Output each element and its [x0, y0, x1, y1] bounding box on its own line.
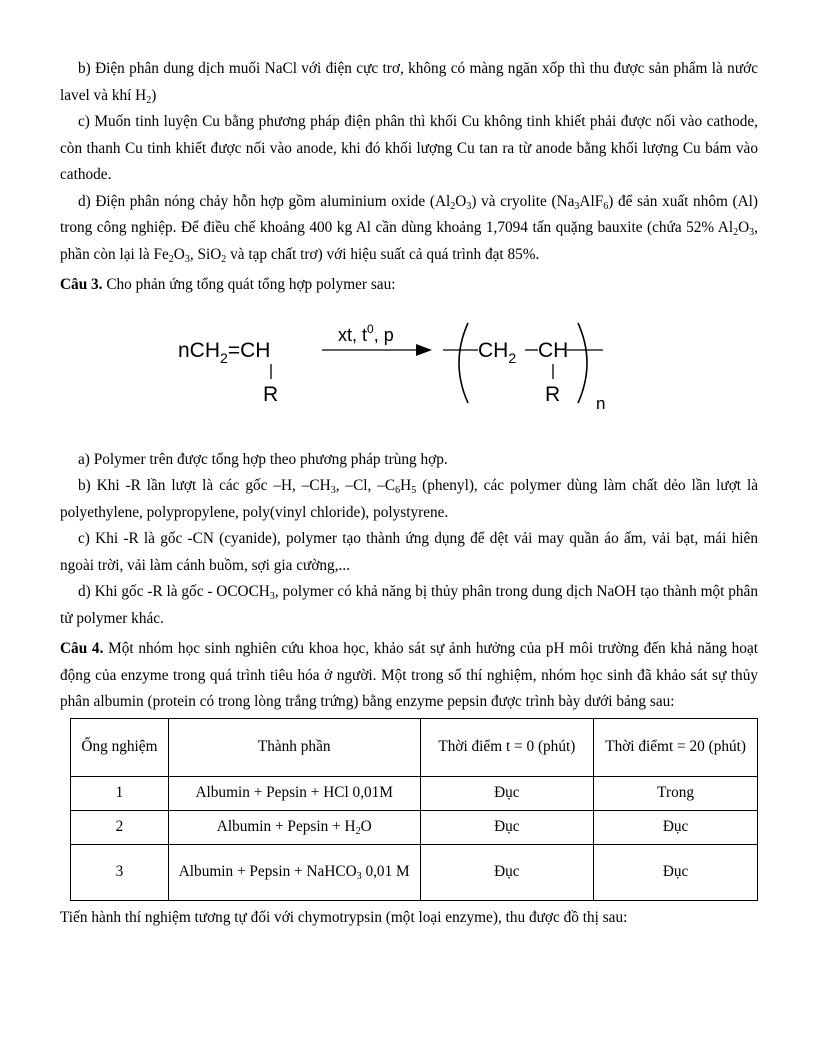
q3-statement-c: c) Khi -R là gốc -CN (cyanide), polymer tạo thành ứng dụng để dệt vải may quần áo ấm, vải bạt, mái hiên ngoài trời, vải làm cánh buồm, sợi gia cường,...: [60, 530, 758, 574]
cell-tube: 2: [71, 810, 169, 844]
reactant-formula: nCH$_2$=CH: [178, 338, 271, 366]
product-ch: CH: [538, 338, 569, 362]
cell-t0: Đục: [420, 810, 594, 844]
cell-t20: Đục: [594, 844, 758, 900]
q3-statement-d: d) Khi gốc -R là gốc - $OCOCH_3$, polymer có khả năng bị thủy phân trong dung dịch NaOH tạo thành một phân tử polymer khác.: [60, 583, 758, 627]
product-ch2: $CH_2$: [478, 338, 517, 366]
right-parenthesis: [578, 323, 587, 403]
q2-statement-b: b) Điện phân dung dịch muối NaCl với điện cực trơ, không có màng ngăn xốp thì thu được sản phẩm là nước lavel và khí $H_2$): [60, 60, 758, 106]
product-r-group: R: [545, 382, 561, 406]
q4-label: Câu 4.: [60, 640, 104, 657]
cell-composition: Albumin + Pepsin + NaHCO$_3$ 0,01 M: [168, 844, 420, 900]
table-row: [71, 844, 758, 900]
cell-composition: Albumin + Pepsin + HCl 0,01M: [168, 776, 420, 810]
header-composition: Thành phần: [168, 718, 420, 776]
experiment-table: [70, 718, 758, 901]
cell-t0: Đục: [420, 776, 594, 810]
polymerization-scheme: [60, 305, 758, 439]
cell-tube: 1: [71, 776, 169, 810]
reactant-r-group: R: [263, 382, 279, 406]
q4-after-table: Tiến hành thí nghiệm tương tự đối với chymotrypsin (một loại enzyme), thu được đồ thị sau:: [60, 908, 628, 926]
q2-statement-d: d) Điện phân nóng chảy hỗn hợp gồm aluminium oxide $(Al_2O_3)$ và cryolite $(Na_3AlF_6)$ để sản xuất nhôm (Al) trong công nghiệp. Để điều chế khoảng 400 kg Al cần dùng khoảng 1,7094 tấn quặng bauxite (chứa 52% $Al_2O_3$, phần còn lại là $Fe_2O_3$, SiO$_2$ và tạp chất trơ) với hiệu suất cả quá trình đạt 85%.: [60, 192, 759, 265]
q3-stem: Câu 3. Cho phản ứng tổng quát tổng hợp polymer sau:: [60, 276, 396, 293]
document-page: [60, 56, 758, 931]
q4-stem: Câu 4. Một nhóm học sinh nghiên cứu khoa học, khảo sát sự ảnh hưởng của pH môi trường đến khả năng hoạt động của enzyme trong quá trình tiêu hóa ở người. Một trong số thí nghiệm, nhóm học sinh đã khảo sát sự thủy phân albumin (protein có trong lòng trắng trứng) bằng enzyme pepsin được trình bày dưới bảng sau:: [60, 640, 758, 710]
left-parenthesis: [459, 323, 468, 403]
cell-t20: Trong: [594, 776, 758, 810]
header-t0: Thời điểm t = 0 (phút): [420, 718, 594, 776]
cell-composition: Albumin + $Pepsin + H_2O$: [168, 810, 420, 844]
header-t20: Thời điểmt = 20 (phút): [594, 718, 758, 776]
table-header-row: [71, 718, 758, 776]
header-tube: Ống nghiệm: [71, 718, 169, 776]
reaction-arrow-head: [416, 344, 432, 356]
reaction-conditions: xt, $t^0$, p: [338, 321, 394, 345]
q3-label: Câu 3.: [60, 276, 103, 293]
cell-t0: Đục: [420, 844, 594, 900]
cell-t20: Đục: [594, 810, 758, 844]
cell-tube: 3: [71, 844, 169, 900]
q3-statement-a: a) Polymer trên được tổng hợp theo phương pháp trùng hợp.: [78, 450, 448, 468]
repeat-n: n: [596, 393, 606, 413]
q2-statement-c: c) Muốn tinh luyện Cu bằng phương pháp điện phân thì khối Cu không tinh khiết phải được nối vào cathode, còn thanh Cu tinh khiết được nối vào anode, khi đó khối lượng Cu tan ra từ anode bằng khối lượng Cu bám vào cathode.: [60, 113, 758, 183]
table-row: [71, 810, 758, 844]
table-row: [71, 776, 758, 810]
q3-statement-b: b) Khi -R lần lượt là các gốc –H, $-CH_3$, –Cl, $-C_6H_5$ (phenyl), các polymer dùng làm chất dẻo lần lượt là polyethylene, polypropylene, poly(vinyl chloride), polystyrene.: [60, 477, 759, 521]
